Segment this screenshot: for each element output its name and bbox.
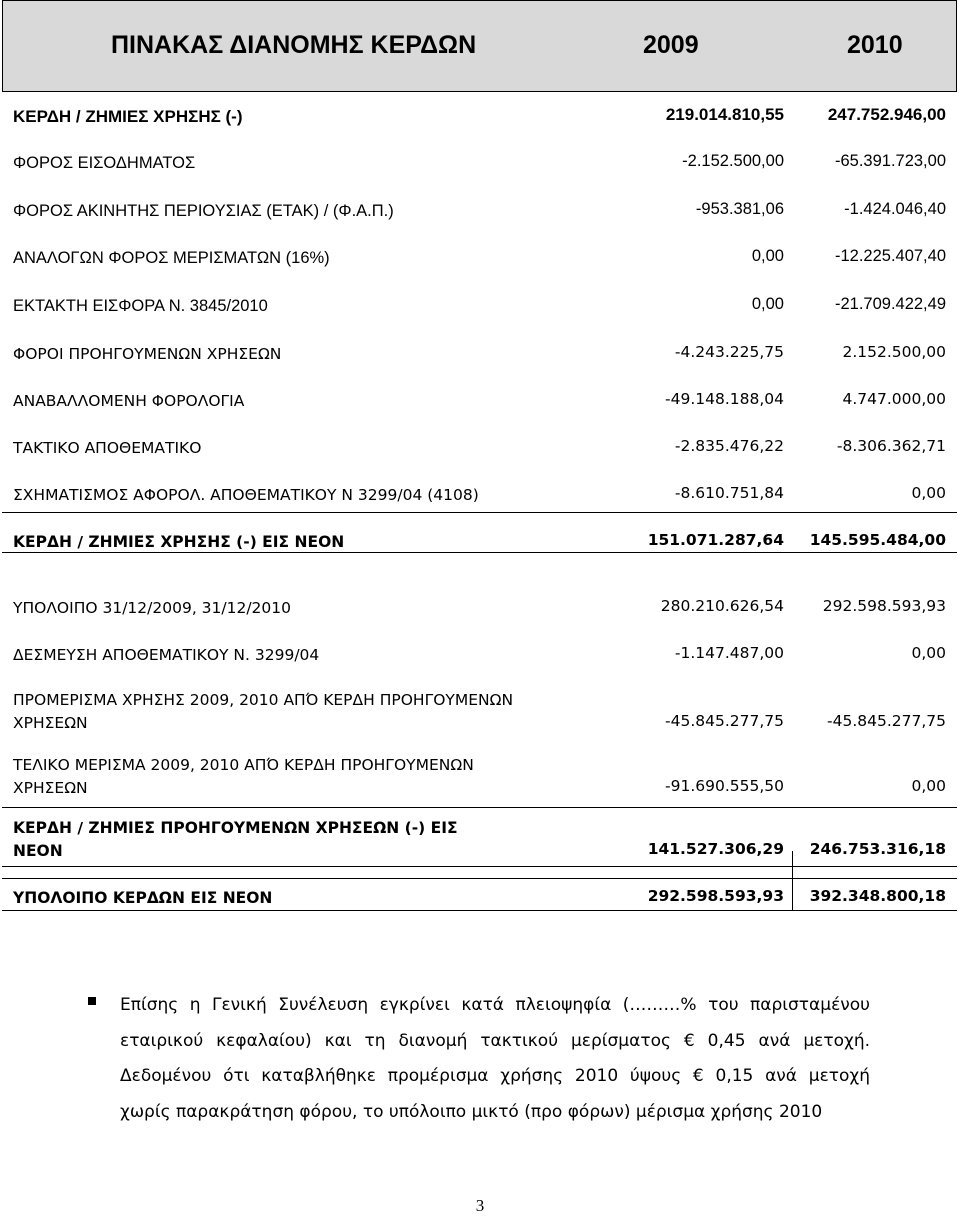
value-2009: -1.147.487,00 [674, 644, 784, 662]
column-divider [792, 851, 793, 911]
row-label-line: ΠΡΟΜΕΡΙΣΜΑ ΧΡΗΣΗΣ 2009, 2010 ΑΠΌ ΚΕΡΔΗ ΠΡΟΗΓΟΥΜΕΝΩΝ [13, 691, 514, 709]
value-2009: 292.598.593,93 [647, 887, 784, 905]
value-2010: -12.225.407,40 [834, 247, 946, 265]
value-2010: -1.424.046,40 [844, 200, 946, 218]
row-divider [2, 866, 957, 867]
value-2010: 292.598.593,93 [822, 597, 946, 615]
value-2009: -49.148.188,04 [665, 390, 784, 408]
value-2010: 0,00 [911, 644, 946, 662]
value-2010: -45.845.277,75 [827, 712, 946, 730]
value-2010: -8.306.362,71 [836, 437, 946, 455]
row-label-line: ΧΡΗΣΕΩΝ [13, 714, 88, 732]
value-2009: -2.152.500,00 [682, 152, 784, 170]
row-label [13, 754, 613, 800]
value-2009: -953.381,06 [695, 200, 784, 218]
row-label: ΑΝΑΛΟΓΩΝ ΦΟΡΟΣ ΜΕΡΙΣΜΑΤΩΝ (16%) [13, 249, 330, 267]
value-2009: 0,00 [751, 247, 784, 265]
row-divider [2, 910, 957, 911]
value-2010: 0,00 [911, 484, 946, 502]
value-2010: -65.391.723,00 [834, 152, 946, 170]
row-divider [2, 552, 957, 553]
value-2009: -8.610.751,84 [674, 484, 784, 502]
page-number: 3 [475, 1196, 485, 1215]
value-2010: 145.595.484,00 [809, 531, 946, 549]
note-line: χωρίς παρακράτηση φόρου, το υπόλοιπο μικτό (προ φόρων) μέρισμα χρήσης 2010 [120, 1101, 823, 1122]
value-2010: 4.747.000,00 [842, 390, 946, 408]
row-label: ΣΧΗΜΑΤΙΣΜΟΣ ΑΦΟΡΟΛ. ΑΠΟΘΕΜΑΤΙΚΟΥ Ν 3299/04 (4108) [13, 486, 479, 504]
value-2010: 2.152.500,00 [842, 343, 946, 361]
bullet-square-icon [88, 997, 96, 1005]
note-line: εταιρικού κεφαλαίου) και τη διανομή τακτικού μερίσματος € 0,45 ανά μετοχή. [120, 1030, 870, 1051]
table-header [2, 0, 957, 92]
value-2009: -45.845.277,75 [665, 712, 784, 730]
value-2010: 247.752.946,00 [827, 105, 946, 124]
row-label-line: ΤΕΛΙΚΟ ΜΕΡΙΣΜΑ 2009, 2010 ΑΠΌ ΚΕΡΔΗ ΠΡΟΗΓΟΥΜΕΝΩΝ [13, 756, 474, 774]
value-2009: 219.014.810,55 [665, 105, 784, 124]
value-2010: 246.753.316,18 [809, 840, 946, 858]
value-2009: 280.210.626,54 [660, 597, 784, 615]
note-line: Επίσης η Γενική Συνέλευση εγκρίνει κατά πλειοψηφία (………% του παρισταμένου [120, 995, 870, 1015]
row-label: ΑΝΑΒΑΛΛΟΜΕΝΗ ΦΟΡΟΛΟΓΙΑ [13, 392, 245, 410]
row-label: ΥΠΟΛΟΙΠΟ 31/12/2009, 31/12/2010 [13, 599, 292, 617]
row-label-line: ΚΕΡΔΗ / ΖΗΜΙΕΣ ΠΡΟΗΓΟΥΜΕΝΩΝ ΧΡΗΣΕΩΝ (-) ΕΙΣ [13, 819, 458, 837]
table-title: ΠΙΝΑΚΑΣ ΔΙΑΝΟΜΗΣ ΚΕΡΔΩΝ [111, 31, 477, 59]
row-label [13, 817, 613, 863]
value-2009: 151.071.287,64 [647, 531, 784, 549]
row-divider [2, 878, 957, 879]
row-label-line: ΧΡΗΣΕΩΝ [13, 779, 88, 797]
value-2009: -2.835.476,22 [674, 437, 784, 455]
value-2010: 0,00 [911, 777, 946, 795]
value-2009: -4.243.225,75 [674, 343, 784, 361]
note-paragraph [120, 988, 870, 1130]
row-label-line: ΝΕΟΝ [13, 842, 63, 860]
value-2010: -21.709.422,49 [834, 295, 946, 313]
row-label: ΦΟΡΟΣ ΕΙΣΟΔΗΜΑΤΟΣ [13, 154, 196, 172]
row-divider [2, 512, 957, 513]
row-label: ΤΑΚΤΙΚΟ ΑΠΟΘΕΜΑΤΙΚΟ [13, 439, 202, 457]
row-label: ΚΕΡΔΗ / ΖΗΜΙΕΣ ΧΡΗΣΗΣ (-) ΕΙΣ ΝΕΟΝ [13, 533, 345, 551]
row-label: ΔΕΣΜΕΥΣΗ ΑΠΟΘΕΜΑΤΙΚΟΥ Ν. 3299/04 [13, 646, 320, 664]
year-2009-header: 2009 [643, 31, 699, 59]
row-label: ΥΠΟΛΟΙΠΟ ΚΕΡΔΩΝ ΕΙΣ ΝΕΟΝ [13, 889, 273, 907]
row-label: ΚΕΡΔΗ / ΖΗΜΙΕΣ ΧΡΗΣΗΣ (-) [13, 107, 243, 126]
value-2009: -91.690.555,50 [665, 777, 784, 795]
row-label: ΦΟΡΟΣ ΑΚΙΝΗΤΗΣ ΠΕΡΙΟΥΣΙΑΣ (ΕΤΑΚ) / (Φ.Α.Π.) [13, 202, 394, 220]
value-2009: 141.527.306,29 [647, 840, 784, 858]
value-2009: 0,00 [751, 295, 784, 313]
value-2010: 392.348.800,18 [809, 887, 946, 905]
row-label: ΦΟΡΟΙ ΠΡΟΗΓΟΥΜΕΝΩΝ ΧΡΗΣΕΩΝ [13, 345, 282, 363]
row-label: ΕΚΤΑΚΤΗ ΕΙΣΦΟΡΑ Ν. 3845/2010 [13, 297, 268, 315]
row-label [13, 689, 613, 735]
year-2010-header: 2010 [847, 31, 903, 59]
row-divider [2, 807, 957, 808]
note-line: Δεδομένου ότι καταβλήθηκε προμέρισμα χρήσης 2010 ύψους € 0,15 ανά μετοχή [120, 1066, 870, 1086]
